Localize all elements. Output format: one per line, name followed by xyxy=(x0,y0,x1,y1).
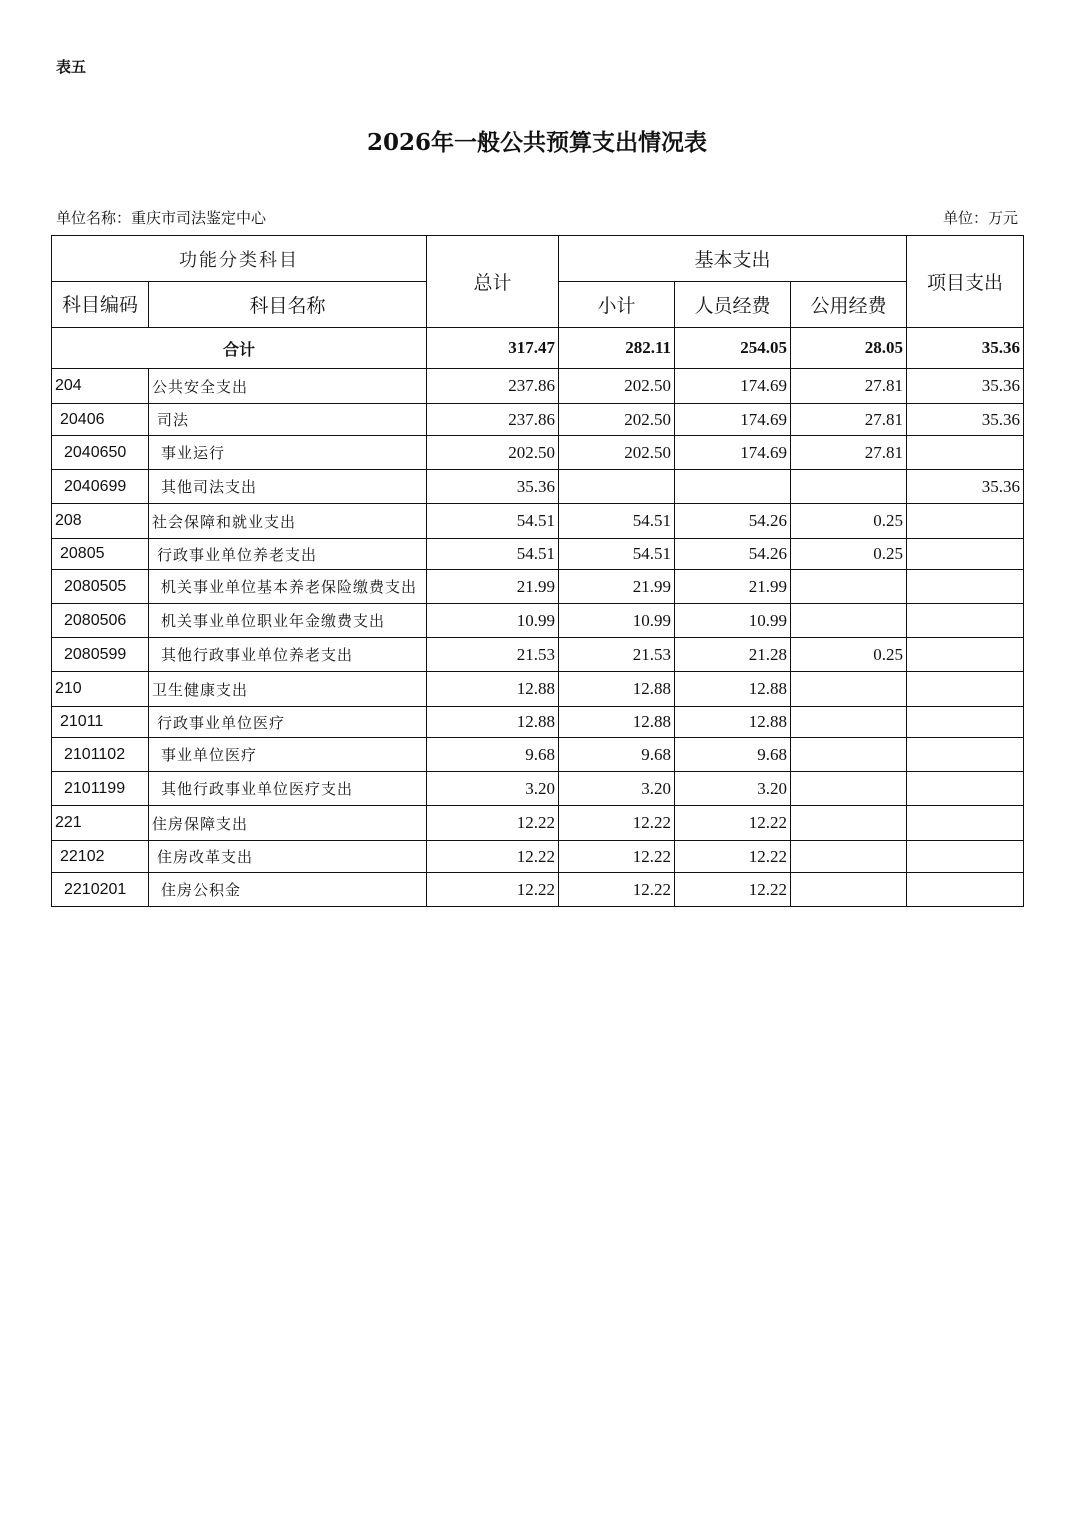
table-number: 表五 xyxy=(56,58,87,76)
cell-personnel: 21.99 xyxy=(675,570,791,604)
table-row xyxy=(52,369,1024,404)
cell-project xyxy=(907,436,1024,470)
total-personnel: 254.05 xyxy=(675,328,791,369)
total-public: 28.05 xyxy=(791,328,907,369)
cell-project: 35.36 xyxy=(907,404,1024,436)
table-row xyxy=(52,604,1024,638)
cell-subtotal: 10.99 xyxy=(559,604,675,638)
cell-personnel xyxy=(675,470,791,504)
header-code: 科目编码 xyxy=(52,282,149,328)
table-row xyxy=(52,539,1024,570)
table-row xyxy=(52,672,1024,707)
cell-name: 其他行政事业单位养老支出 xyxy=(149,638,427,672)
cell-subtotal: 12.88 xyxy=(559,707,675,738)
cell-public: 0.25 xyxy=(791,539,907,570)
cell-code: 20805 xyxy=(52,539,149,570)
cell-name: 司法 xyxy=(149,404,427,436)
cell-code: 2040699 xyxy=(52,470,149,504)
cell-personnel: 174.69 xyxy=(675,404,791,436)
cell-total: 12.22 xyxy=(427,841,559,873)
cell-name: 机关事业单位职业年金缴费支出 xyxy=(149,604,427,638)
total-project: 35.36 xyxy=(907,328,1024,369)
cell-total: 21.53 xyxy=(427,638,559,672)
cell-project xyxy=(907,738,1024,772)
cell-personnel: 3.20 xyxy=(675,772,791,806)
cell-code: 22102 xyxy=(52,841,149,873)
cell-total: 35.36 xyxy=(427,470,559,504)
table-row xyxy=(52,707,1024,738)
cell-project xyxy=(907,570,1024,604)
cell-total: 3.20 xyxy=(427,772,559,806)
page-title: 2026年一般公共预算支出情况表 xyxy=(366,129,707,156)
cell-code: 20406 xyxy=(52,404,149,436)
cell-subtotal: 12.22 xyxy=(559,841,675,873)
cell-subtotal: 3.20 xyxy=(559,772,675,806)
cell-name: 其他行政事业单位医疗支出 xyxy=(149,772,427,806)
cell-code: 2080599 xyxy=(52,638,149,672)
cell-total: 202.50 xyxy=(427,436,559,470)
cell-subtotal: 54.51 xyxy=(559,504,675,539)
header-subtotal: 小计 xyxy=(559,282,675,328)
cell-project xyxy=(907,539,1024,570)
cell-name: 事业运行 xyxy=(149,436,427,470)
cell-personnel: 12.88 xyxy=(675,672,791,707)
cell-total: 21.99 xyxy=(427,570,559,604)
cell-public xyxy=(791,570,907,604)
cell-total: 9.68 xyxy=(427,738,559,772)
cell-code: 2080505 xyxy=(52,570,149,604)
cell-subtotal: 202.50 xyxy=(559,404,675,436)
cell-name: 事业单位医疗 xyxy=(149,738,427,772)
cell-code: 208 xyxy=(52,504,149,539)
cell-subtotal: 12.22 xyxy=(559,873,675,907)
table-row xyxy=(52,638,1024,672)
cell-name: 机关事业单位基本养老保险缴费支出 xyxy=(149,570,427,604)
header-public: 公用经费 xyxy=(791,282,907,328)
cell-subtotal: 12.22 xyxy=(559,806,675,841)
cell-subtotal: 202.50 xyxy=(559,369,675,404)
cell-total: 237.86 xyxy=(427,369,559,404)
header-func-class: 功能分类科目 xyxy=(52,236,427,282)
cell-total: 12.22 xyxy=(427,873,559,907)
cell-personnel: 54.26 xyxy=(675,504,791,539)
cell-name: 其他司法支出 xyxy=(149,470,427,504)
cell-personnel: 174.69 xyxy=(675,369,791,404)
table-row xyxy=(52,772,1024,806)
cell-personnel: 10.99 xyxy=(675,604,791,638)
table-row xyxy=(52,738,1024,772)
cell-total: 10.99 xyxy=(427,604,559,638)
cell-personnel: 21.28 xyxy=(675,638,791,672)
cell-total: 12.88 xyxy=(427,707,559,738)
cell-project xyxy=(907,604,1024,638)
cell-subtotal: 54.51 xyxy=(559,539,675,570)
cell-public xyxy=(791,873,907,907)
cell-total: 54.51 xyxy=(427,539,559,570)
cell-code: 2101199 xyxy=(52,772,149,806)
total-total: 317.47 xyxy=(427,328,559,369)
cell-total: 54.51 xyxy=(427,504,559,539)
header-basic: 基本支出 xyxy=(559,236,907,282)
cell-project xyxy=(907,806,1024,841)
table-row xyxy=(52,841,1024,873)
cell-personnel: 12.22 xyxy=(675,841,791,873)
cell-name: 社会保障和就业支出 xyxy=(149,504,427,539)
cell-project xyxy=(907,772,1024,806)
header-project: 项目支出 xyxy=(907,236,1024,328)
cell-code: 2040650 xyxy=(52,436,149,470)
cell-code: 21011 xyxy=(52,707,149,738)
cell-project xyxy=(907,841,1024,873)
cell-public: 0.25 xyxy=(791,638,907,672)
cell-subtotal: 9.68 xyxy=(559,738,675,772)
cell-name: 卫生健康支出 xyxy=(149,672,427,707)
cell-project xyxy=(907,707,1024,738)
unit-label: 单位：万元 xyxy=(942,209,1018,227)
cell-public xyxy=(791,738,907,772)
cell-public xyxy=(791,806,907,841)
total-row xyxy=(52,328,1024,369)
cell-name: 行政事业单位养老支出 xyxy=(149,539,427,570)
cell-personnel: 12.88 xyxy=(675,707,791,738)
cell-code: 2210201 xyxy=(52,873,149,907)
cell-project xyxy=(907,638,1024,672)
cell-subtotal: 21.99 xyxy=(559,570,675,604)
cell-code: 221 xyxy=(52,806,149,841)
cell-public xyxy=(791,470,907,504)
budget-table xyxy=(51,235,1024,907)
cell-public xyxy=(791,772,907,806)
cell-name: 住房公积金 xyxy=(149,873,427,907)
header-personnel: 人员经费 xyxy=(675,282,791,328)
cell-total: 12.22 xyxy=(427,806,559,841)
cell-total: 12.88 xyxy=(427,672,559,707)
cell-public xyxy=(791,604,907,638)
cell-project: 35.36 xyxy=(907,369,1024,404)
cell-public: 27.81 xyxy=(791,404,907,436)
cell-total: 237.86 xyxy=(427,404,559,436)
cell-code: 2080506 xyxy=(52,604,149,638)
cell-name: 行政事业单位医疗 xyxy=(149,707,427,738)
cell-code: 2101102 xyxy=(52,738,149,772)
header-name: 科目名称 xyxy=(149,282,427,328)
table-row xyxy=(52,404,1024,436)
cell-subtotal: 21.53 xyxy=(559,638,675,672)
cell-project xyxy=(907,873,1024,907)
cell-code: 210 xyxy=(52,672,149,707)
cell-public xyxy=(791,707,907,738)
cell-public: 27.81 xyxy=(791,436,907,470)
cell-public: 0.25 xyxy=(791,504,907,539)
cell-name: 公共安全支出 xyxy=(149,369,427,404)
cell-personnel: 54.26 xyxy=(675,539,791,570)
cell-project xyxy=(907,504,1024,539)
cell-subtotal: 202.50 xyxy=(559,436,675,470)
cell-project xyxy=(907,672,1024,707)
cell-name: 住房保障支出 xyxy=(149,806,427,841)
cell-name: 住房改革支出 xyxy=(149,841,427,873)
total-label: 合计 xyxy=(52,328,427,369)
unit-name: 单位名称：重庆市司法鉴定中心 xyxy=(56,209,267,227)
table-row xyxy=(52,436,1024,470)
table-row xyxy=(52,470,1024,504)
cell-personnel: 174.69 xyxy=(675,436,791,470)
cell-project: 35.36 xyxy=(907,470,1024,504)
total-subtotal: 282.11 xyxy=(559,328,675,369)
cell-personnel: 12.22 xyxy=(675,806,791,841)
cell-code: 204 xyxy=(52,369,149,404)
table-row xyxy=(52,570,1024,604)
cell-public xyxy=(791,672,907,707)
header-total: 总计 xyxy=(427,236,559,328)
cell-subtotal xyxy=(559,470,675,504)
cell-subtotal: 12.88 xyxy=(559,672,675,707)
table-row xyxy=(52,504,1024,539)
table-row xyxy=(52,873,1024,907)
cell-public: 27.81 xyxy=(791,369,907,404)
cell-personnel: 9.68 xyxy=(675,738,791,772)
table-row xyxy=(52,806,1024,841)
cell-personnel: 12.22 xyxy=(675,873,791,907)
cell-public xyxy=(791,841,907,873)
